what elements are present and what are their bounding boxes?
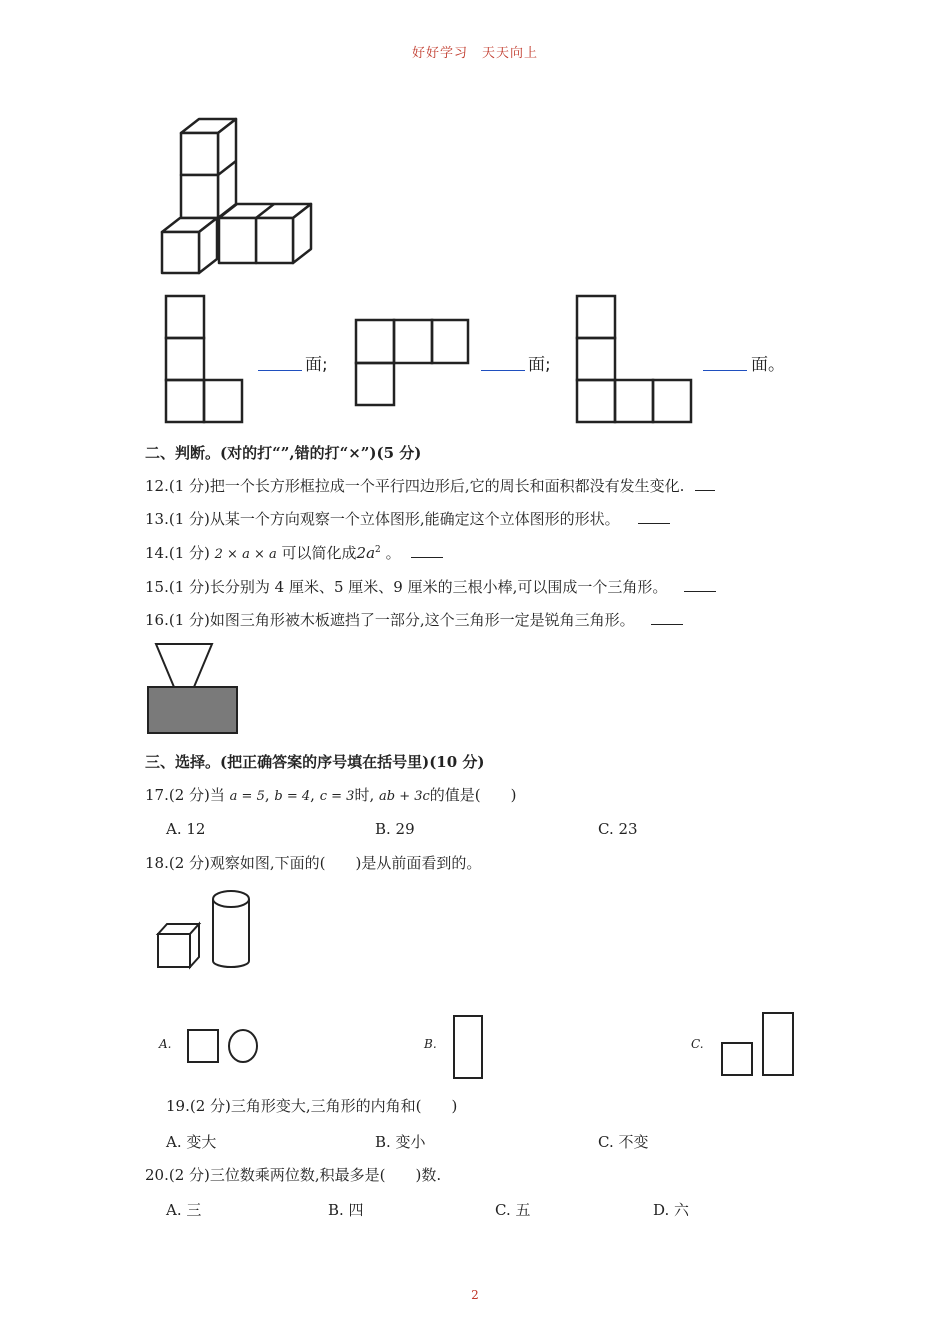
section3-heading: 三、选择。(把正确答案的序号填在括号里)(10 分): [145, 753, 485, 771]
cube-cylinder-figure: [155, 884, 265, 974]
q18-option-c-figure[interactable]: [719, 1010, 797, 1078]
answer-blank-16[interactable]: [651, 610, 683, 625]
q18-option-b-label[interactable]: B.: [424, 1037, 437, 1051]
question-15: [145, 576, 716, 597]
question-17-sep-1: ,: [264, 786, 270, 804]
question-17-b: b = 4: [274, 789, 311, 804]
question-14-end: 。: [385, 544, 401, 562]
page-header: 好好学习 天天向上: [411, 46, 538, 61]
q17-option-a[interactable]: A. 12: [166, 820, 206, 838]
question-14-expr: 2 × a × a: [214, 547, 277, 562]
question-17-sep-2: ,: [310, 786, 315, 804]
section2-heading: 二、判断。(对的打“”,错的打“×”)(5 分): [145, 444, 422, 462]
q20-option-b[interactable]: B. 四: [328, 1201, 364, 1219]
face-label-1: 面;: [305, 355, 328, 375]
question-13: [145, 508, 670, 529]
answer-blank-13[interactable]: [638, 509, 670, 524]
question-16-text: 16.(1 分)如图三角形被木板遮挡了一部分,这个三角形一定是锐角三角形。: [145, 611, 635, 629]
question-17-end: 的值是( ): [429, 786, 517, 804]
face-label-2: 面;: [528, 355, 551, 375]
q19-option-a[interactable]: A. 变大: [166, 1133, 217, 1151]
question-17-when: 时,: [354, 786, 375, 804]
q17-option-b[interactable]: B. 29: [375, 820, 415, 838]
answer-blank-15[interactable]: [684, 577, 716, 592]
q18-option-c-label[interactable]: C.: [691, 1037, 704, 1051]
question-17-a: a = 5: [229, 789, 265, 804]
question-17-prefix: 17.(2 分)当: [145, 786, 225, 804]
answer-blank-12[interactable]: [695, 476, 715, 491]
question-14-sup: 2: [375, 545, 381, 555]
question-20: 20.(2 分)三位数乘两位数,积最多是( )数.: [145, 1166, 442, 1184]
cube-stack-figure: [155, 118, 355, 288]
q19-option-b[interactable]: B. 变小: [375, 1133, 426, 1151]
question-12-text: 12.(1 分)把一个长方形框拉成一个平行四边形后,它的周长和面积都没有发生变化.: [145, 477, 685, 495]
question-14-mid: 可以简化成: [281, 544, 357, 562]
q19-option-c[interactable]: C. 不变: [598, 1133, 649, 1151]
question-19: 19.(2 分)三角形变大,三角形的内角和( ): [166, 1097, 458, 1115]
q20-option-c[interactable]: C. 五: [495, 1201, 531, 1219]
triangle-board-figure: [146, 641, 240, 737]
q20-option-d[interactable]: D. 六: [653, 1201, 690, 1219]
question-14-result: 2a: [356, 544, 376, 562]
q18-option-a-figure[interactable]: [186, 1027, 261, 1067]
answer-blank-2[interactable]: [481, 369, 525, 371]
question-14-prefix: 14.(1 分): [145, 544, 210, 562]
q18-option-a-label[interactable]: A.: [159, 1037, 172, 1051]
page-number: 2: [471, 1288, 479, 1302]
question-18: 18.(2 分)观察如图,下面的( )是从前面看到的。: [145, 854, 482, 872]
question-15-text: 15.(1 分)长分别为 4 厘米、5 厘米、9 厘米的三根小棒,可以围成一个三角形。: [145, 578, 668, 596]
question-17-c: c = 3: [319, 789, 355, 804]
answer-blank-14[interactable]: [411, 543, 443, 558]
face-label-3: 面。: [751, 355, 785, 375]
question-13-text: 13.(1 分)从某一个方向观察一个立体图形,能确定这个立体图形的形状。: [145, 510, 620, 528]
view-figure-2: [353, 317, 471, 409]
question-14: [145, 542, 443, 563]
answer-blank-1[interactable]: [258, 369, 302, 371]
q17-option-c[interactable]: C. 23: [598, 820, 638, 838]
q20-option-a[interactable]: A. 三: [166, 1201, 202, 1219]
view-figure-1: [163, 293, 243, 425]
question-16: [145, 609, 683, 630]
question-17: [145, 784, 517, 805]
q18-option-b-figure[interactable]: [452, 1014, 486, 1080]
view-figure-3: [574, 293, 694, 425]
question-17-expr: ab + 3c: [379, 789, 430, 804]
answer-blank-3[interactable]: [703, 369, 747, 371]
question-12: [145, 475, 715, 496]
